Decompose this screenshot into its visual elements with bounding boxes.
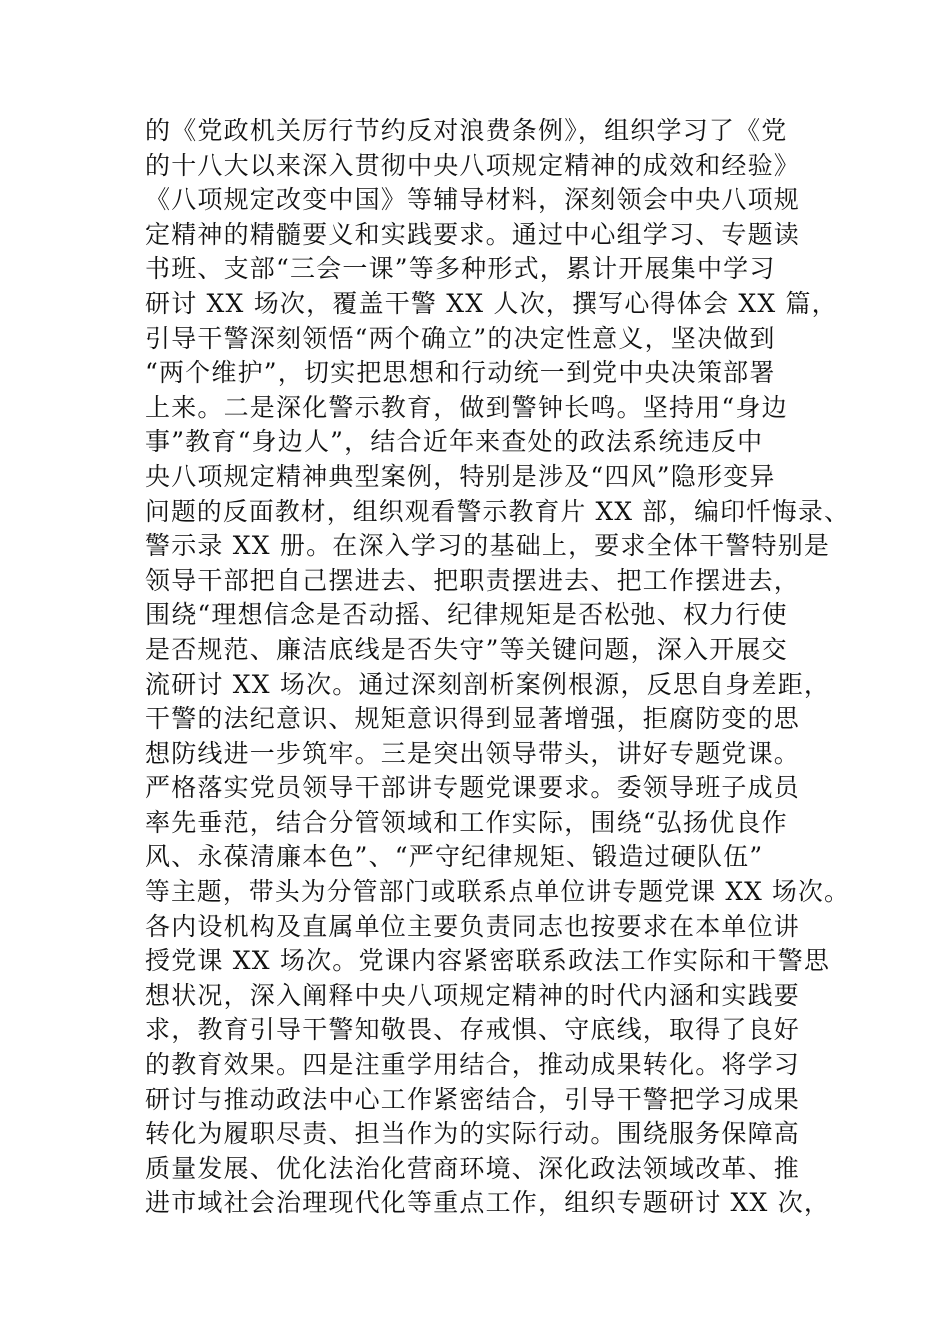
text-line: 干警的法纪意识、规矩意识得到显著增强，拒腐防变的思 xyxy=(145,704,801,734)
text-line: 领导干部把自己摆进去、把职责摆进去、把工作摆进去， xyxy=(145,565,801,595)
text-line: 的教育效果。四是注重学用结合，推动成果转化。将学习 xyxy=(145,1050,801,1080)
text-line: 书班、支部“三会一课”等多种形式，累计开展集中学习 xyxy=(145,254,776,284)
text-line: 各内设机构及直属单位主要负责同志也按要求在本单位讲 xyxy=(145,911,801,941)
text-line: 研讨与推动政法中心工作紧密结合，引导干警把学习成果 xyxy=(145,1084,801,1114)
text-line: “两个维护”，切实把思想和行动统一到党中央决策部署 xyxy=(145,358,776,388)
text-line: 围绕“理想信念是否动摇、纪律规矩是否松弛、权力行使 xyxy=(145,600,788,630)
text-line: 授党课 XX 场次。党课内容紧密联系政法工作实际和干警思 xyxy=(145,946,831,976)
text-line: 定精神的精髓要义和实践要求。通过中心组学习、专题读 xyxy=(145,219,801,249)
text-line: 研讨 XX 场次，覆盖干警 XX 人次，撰写心得体会 XX 篇， xyxy=(145,288,838,318)
text-line: 想状况，深入阐释中央八项规定精神的时代内涵和实践要 xyxy=(145,980,801,1010)
text-line: 率先垂范，结合分管领域和工作实际，围绕“弘扬优良作 xyxy=(145,807,788,837)
text-line: 是否规范、廉洁底线是否失守”等关键问题，深入开展交 xyxy=(145,634,788,664)
body-text xyxy=(145,114,850,1221)
text-line: 流研讨 XX 场次。通过深刻剖析案例根源，反思自身差距， xyxy=(145,669,831,699)
text-line: 风、永葆清廉本色”、“严守纪律规矩、锻造过硬队伍” xyxy=(145,842,764,872)
text-line: 央八项规定精神典型案例，特别是涉及“四风”隐形变异 xyxy=(145,461,776,491)
text-line: 问题的反面教材，组织观看警示教育片 XX 部，编印忏悔录、 xyxy=(145,496,850,526)
text-line: 求，教育引导干警知敬畏、存戒惧、守底线，取得了良好 xyxy=(145,1015,801,1045)
text-line: 《八项规定改变中国》等辅导材料，深刻领会中央八项规 xyxy=(145,185,801,215)
text-line: 引导干警深刻领悟“两个确立”的决定性意义，坚决做到 xyxy=(145,323,776,353)
text-line: 事”教育“身边人”，结合近年来查处的政法系统违反中 xyxy=(145,427,764,457)
text-line: 警示录 XX 册。在深入学习的基础上，要求全体干警特别是 xyxy=(145,531,831,561)
text-line: 转化为履职尽责、担当作为的实际行动。围绕服务保障高 xyxy=(145,1119,801,1149)
text-line: 质量发展、优化法治化营商环境、深化政法领域改革、推 xyxy=(145,1153,801,1183)
text-line: 上来。二是深化警示教育，做到警钟长鸣。坚持用“身边 xyxy=(145,392,788,422)
text-line: 的十八大以来深入贯彻中央八项规定精神的成效和经验》 xyxy=(145,150,801,180)
text-line: 想防线进一步筑牢。三是突出领导带头，讲好专题党课。 xyxy=(145,738,801,768)
text-line: 的《党政机关厉行节约反对浪费条例》，组织学习了《党 xyxy=(145,116,788,145)
text-line: 严格落实党员领导干部讲专题党课要求。委领导班子成员 xyxy=(145,773,801,803)
text-line: 等主题，带头为分管部门或联系点单位讲专题党课 XX 场次。 xyxy=(145,877,850,907)
text-line: 进市域社会治理现代化等重点工作，组织专题研讨 XX 次， xyxy=(145,1188,831,1218)
